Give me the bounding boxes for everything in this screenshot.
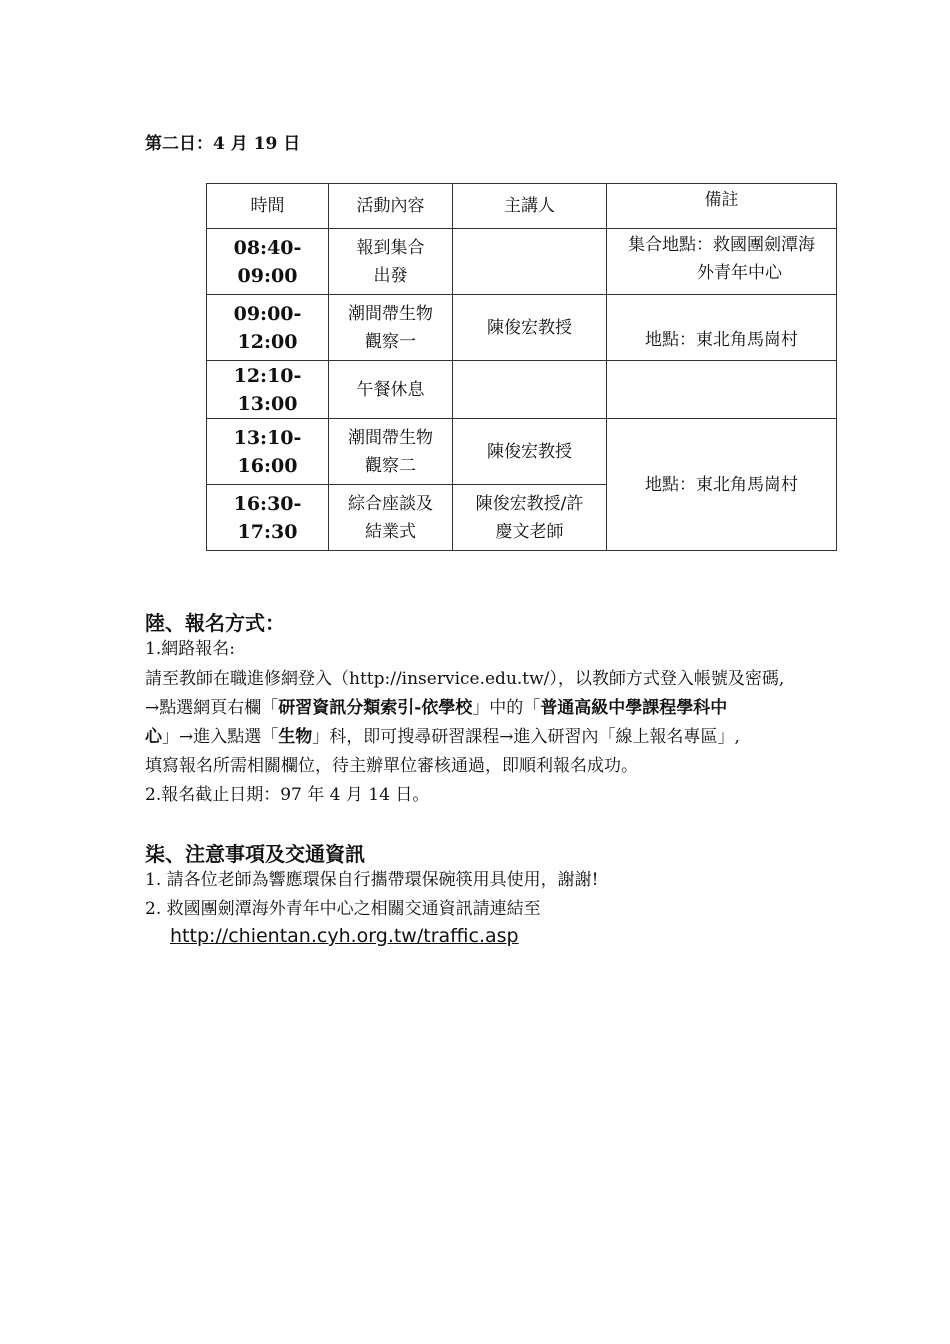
section6-line1: 請至教師在職進修網登入（http://inservice.edu.tw/），以教師方式登入帳號及密碼, <box>145 669 785 689</box>
header-speaker: 主講人 <box>453 184 607 229</box>
time-cell: 08:40- 09:00 <box>207 229 329 295</box>
note-cell <box>607 361 837 419</box>
header-activity: 活動內容 <box>329 184 453 229</box>
speaker-cell: 陳俊宏教授 <box>453 419 607 485</box>
time-cell: 12:10- 13:00 <box>207 361 329 419</box>
day-heading: 第二日：4 月 19 日 <box>145 134 301 154</box>
time-cell: 13:10- 16:00 <box>207 419 329 485</box>
header-note: 備註 <box>607 184 837 229</box>
activity-cell: 午餐休息 <box>329 361 453 419</box>
speaker-cell <box>453 229 607 295</box>
section6-line3: 心」→進入點選「生物」科，即可搜尋研習課程→進入研習內「線上報名專區」, <box>145 727 740 747</box>
section6-item2: 2.報名截止日期：97 年 4 月 14 日。 <box>145 785 430 805</box>
activity-cell: 潮間帶生物 觀察二 <box>329 419 453 485</box>
section6-line4: 填寫報名所需相關欄位，待主辦單位審核通過，即順利報名成功。 <box>145 756 638 776</box>
speaker-cell: 陳俊宏教授/許 慶文老師 <box>453 485 607 551</box>
note-cell: 地點：東北角馬崗村 <box>607 295 837 361</box>
section6-title: 陸、報名方式： <box>145 611 285 635</box>
table-row <box>207 229 837 295</box>
note-cell: 集合地點：救國團劍潭海 外青年中心 <box>607 229 837 295</box>
note-cell: 地點：東北角馬崗村 <box>607 419 837 551</box>
section6-line2: →點選網頁右欄「研習資訊分類索引-依學校」中的「普通高級中學課程學科中 <box>145 698 728 718</box>
speaker-cell: 陳俊宏教授 <box>453 295 607 361</box>
activity-cell: 報到集合 出發 <box>329 229 453 295</box>
table-row <box>207 419 837 485</box>
section7-title: 柒、注意事項及交通資訊 <box>145 842 365 866</box>
time-cell: 16:30- 17:30 <box>207 485 329 551</box>
time-cell: 09:00- 12:00 <box>207 295 329 361</box>
section6-item1: 1.網路報名: <box>145 639 235 659</box>
speaker-cell <box>453 361 607 419</box>
section7-item1: 1. 請各位老師為響應環保自行攜帶環保碗筷用具使用，謝謝! <box>145 870 599 890</box>
traffic-link[interactable]: http://chientan.cyh.org.tw/traffic.asp <box>170 925 519 947</box>
table-row <box>207 361 837 419</box>
table-row <box>207 295 837 361</box>
section7-item2: 2. 救國團劍潭海外青年中心之相關交通資訊請連結至 <box>145 899 541 919</box>
activity-cell: 綜合座談及 結業式 <box>329 485 453 551</box>
table-header-row <box>207 184 837 229</box>
header-time: 時間 <box>207 184 329 229</box>
schedule-table <box>206 183 837 551</box>
activity-cell: 潮間帶生物 觀察一 <box>329 295 453 361</box>
